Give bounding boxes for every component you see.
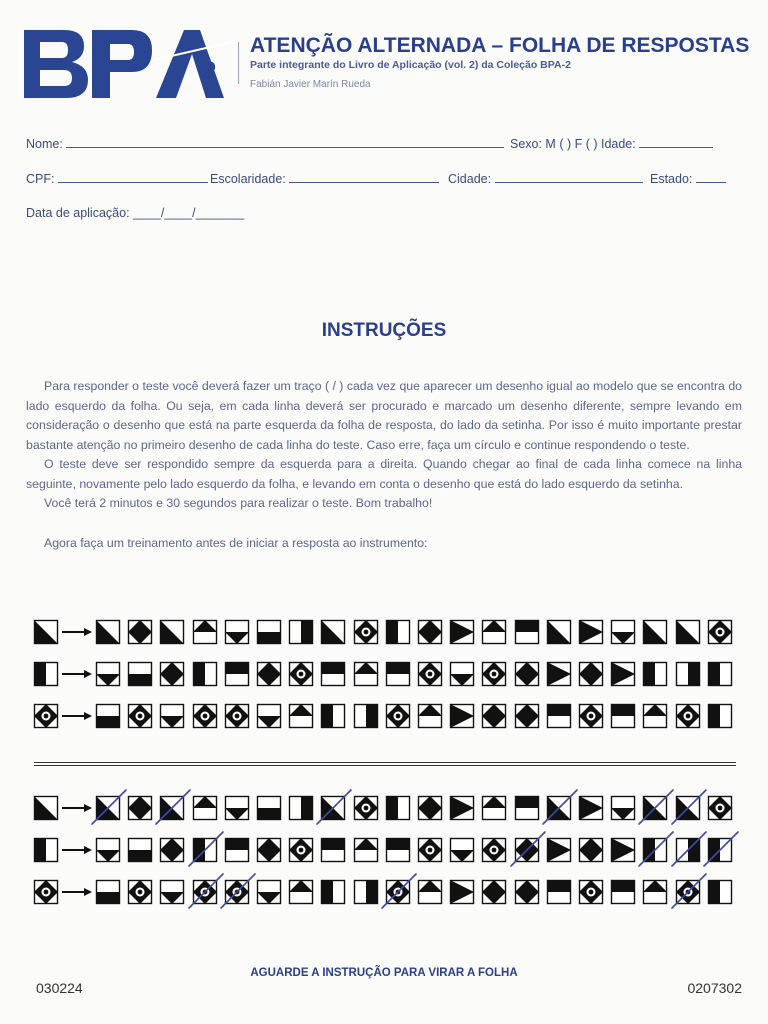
symbol-cell[interactable] <box>643 704 667 728</box>
symbol-cell[interactable] <box>450 620 474 644</box>
symbol-cell[interactable] <box>511 832 545 866</box>
symbol-cell[interactable] <box>128 704 152 728</box>
symbol-cell[interactable] <box>225 797 249 821</box>
symbol-cell[interactable] <box>128 796 152 820</box>
symbol-cell[interactable] <box>128 663 152 687</box>
symbol-cell[interactable] <box>257 662 281 686</box>
symbol-cell[interactable] <box>708 620 732 644</box>
instructions-paragraph-3: Você terá 2 minutos e 30 segundos para realizar o teste. Bom trabalho! <box>44 496 433 510</box>
symbol-cell[interactable] <box>418 704 442 728</box>
cidade-label: Cidade: <box>448 172 492 186</box>
symbol-cell[interactable] <box>515 704 539 728</box>
symbol-cell[interactable] <box>611 880 635 904</box>
symbol-cell[interactable] <box>611 662 635 686</box>
symbol-cell[interactable] <box>92 790 126 824</box>
symbol-cell[interactable] <box>418 880 442 904</box>
symbol-cell[interactable] <box>482 838 506 862</box>
model-symbol <box>34 880 58 904</box>
model-symbol <box>34 796 58 820</box>
symbol-cell[interactable] <box>160 662 184 686</box>
symbol-cell[interactable] <box>289 838 313 862</box>
model-symbol <box>34 662 58 686</box>
symbol-cell[interactable] <box>96 663 120 687</box>
symbol-cell[interactable] <box>547 880 571 904</box>
symbol-cell[interactable] <box>450 796 474 820</box>
symbol-cell[interactable] <box>317 790 351 824</box>
section-separator <box>34 762 736 766</box>
symbol-cell[interactable] <box>189 874 223 908</box>
symbol-cell[interactable] <box>450 663 474 687</box>
training-prompt: Agora faça um treinamento antes de iniciar a resposta ao instrumento: <box>44 536 428 550</box>
symbol-cell[interactable] <box>193 796 217 820</box>
symbol-row <box>34 832 738 866</box>
symbol-cell[interactable] <box>386 662 410 686</box>
page-title: ATENÇÃO ALTERNADA – FOLHA DE RESPOSTAS <box>250 34 750 57</box>
escolaridade-label: Escolaridade: <box>210 172 286 186</box>
symbol-cell[interactable] <box>354 796 378 820</box>
symbol-cell[interactable] <box>639 790 673 824</box>
symbol-cell[interactable] <box>482 662 506 686</box>
symbol-cell[interactable] <box>672 874 706 908</box>
symbol-cell[interactable] <box>547 704 571 728</box>
symbol-cell[interactable] <box>672 832 706 866</box>
symbol-cell[interactable] <box>128 880 152 904</box>
symbol-cell[interactable] <box>515 662 539 686</box>
symbol-row <box>34 704 732 728</box>
symbol-cell[interactable] <box>418 620 442 644</box>
symbol-cell[interactable] <box>321 704 345 728</box>
symbol-cell[interactable] <box>160 838 184 862</box>
symbol-cell[interactable] <box>547 662 571 686</box>
arrow-icon <box>62 712 92 720</box>
symbol-cell[interactable] <box>290 620 314 644</box>
footer-instruction: AGUARDE A INSTRUÇÃO PARA VIRAR A FOLHA <box>250 967 518 979</box>
symbol-cell[interactable] <box>96 881 120 905</box>
symbol-cell[interactable] <box>257 881 281 905</box>
arrow-icon <box>62 846 92 854</box>
symbol-cell[interactable] <box>482 796 506 820</box>
symbol-cell[interactable] <box>354 620 378 644</box>
symbol-cell[interactable] <box>257 705 281 729</box>
cpf-label: CPF: <box>26 172 55 186</box>
symbol-cell[interactable] <box>708 704 732 728</box>
symbol-cell[interactable] <box>482 880 506 904</box>
symbol-row <box>34 662 732 686</box>
symbol-cell[interactable] <box>156 790 190 824</box>
symbol-cell[interactable] <box>543 790 577 824</box>
symbol-cell[interactable] <box>579 838 603 862</box>
symbol-cell[interactable] <box>643 662 667 686</box>
symbol-cell[interactable] <box>321 620 345 644</box>
symbol-cell[interactable] <box>639 832 673 866</box>
symbol-cell[interactable] <box>547 838 571 862</box>
symbol-cell[interactable] <box>708 880 732 904</box>
symbol-cell[interactable] <box>611 704 635 728</box>
symbol-cell[interactable] <box>257 621 281 645</box>
instructions-title: INSTRUÇÕES <box>321 320 447 341</box>
symbol-cell[interactable] <box>515 796 539 820</box>
sexo-idade-label: Sexo: M ( ) F ( ) Idade: <box>510 137 636 151</box>
estado-label: Estado: <box>650 172 693 186</box>
model-symbol <box>34 620 58 644</box>
arrow-icon <box>62 888 92 896</box>
symbol-cell[interactable] <box>547 620 571 644</box>
symbol-cell[interactable] <box>515 620 539 644</box>
nome-label: Nome: <box>26 137 63 151</box>
symbol-cell[interactable] <box>579 662 603 686</box>
symbol-cell[interactable] <box>386 838 410 862</box>
symbol-cell[interactable] <box>355 704 379 728</box>
data-aplicacao-field[interactable]: Data de aplicação: ____/____/_______ <box>26 206 245 220</box>
symbol-cell[interactable] <box>193 704 217 728</box>
model-symbol <box>34 704 58 728</box>
symbol-cell[interactable] <box>321 880 345 904</box>
arrow-icon <box>62 670 92 678</box>
symbol-cell[interactable] <box>450 880 474 904</box>
model-symbol <box>34 838 58 862</box>
symbol-cell[interactable] <box>96 705 120 729</box>
symbol-cell[interactable] <box>386 620 410 644</box>
footer-code-right: 0207302 <box>687 980 742 996</box>
symbol-cell[interactable] <box>354 838 378 862</box>
symbol-cell[interactable] <box>450 704 474 728</box>
symbol-cell[interactable] <box>225 838 249 862</box>
symbol-cell[interactable] <box>289 880 313 904</box>
symbol-cell[interactable] <box>450 839 474 863</box>
symbol-cell[interactable] <box>257 797 281 821</box>
symbol-cell[interactable] <box>677 662 701 686</box>
symbol-cell[interactable] <box>96 839 120 863</box>
page-subtitle: Parte integrante do Livro de Aplicação (vol. 2) da Coleção BPA-2 <box>250 59 571 71</box>
symbol-cell[interactable] <box>257 838 281 862</box>
symbol-cell[interactable] <box>482 704 506 728</box>
symbol-cell[interactable] <box>160 705 184 729</box>
symbol-cell[interactable] <box>225 662 249 686</box>
symbol-cell[interactable] <box>193 662 217 686</box>
symbol-cell[interactable] <box>515 880 539 904</box>
symbol-cell[interactable] <box>96 620 120 644</box>
symbol-cell[interactable] <box>225 621 249 645</box>
symbol-cell[interactable] <box>579 796 603 820</box>
symbol-cell[interactable] <box>225 704 249 728</box>
symbol-row <box>34 790 732 824</box>
symbol-cell[interactable] <box>643 880 667 904</box>
symbol-cell[interactable] <box>676 704 700 728</box>
footer-code-left: 030224 <box>36 980 83 996</box>
symbol-cell[interactable] <box>482 620 506 644</box>
symbol-cell[interactable] <box>672 790 706 824</box>
symbol-cell[interactable] <box>354 662 378 686</box>
symbol-row <box>34 874 732 908</box>
symbol-cell[interactable] <box>611 838 635 862</box>
symbol-cell[interactable] <box>418 662 442 686</box>
symbol-cell[interactable] <box>704 832 738 866</box>
instructions-paragraph-2: O teste deve ser respondido sempre da esquerda para a direita. Quando chegar ao final de cada linha comece na linha seguinte, novamente pelo lado esquerdo da folha, e levando em conta o desenho que está do lado esquerdo da setinha. <box>26 457 742 491</box>
symbol-cell[interactable] <box>708 796 732 820</box>
symbol-cell[interactable] <box>289 704 313 728</box>
symbol-cell[interactable] <box>321 838 345 862</box>
symbol-cell[interactable] <box>418 838 442 862</box>
symbol-cell[interactable] <box>579 620 603 644</box>
symbol-cell[interactable] <box>708 662 732 686</box>
symbol-cell[interactable] <box>579 704 603 728</box>
symbol-cell[interactable] <box>386 796 410 820</box>
symbol-cell[interactable] <box>128 839 152 863</box>
arrow-icon <box>62 804 92 812</box>
symbol-cell[interactable] <box>290 796 314 820</box>
symbol-cell[interactable] <box>189 832 223 866</box>
symbol-cell[interactable] <box>289 662 313 686</box>
symbol-cell[interactable] <box>611 621 635 645</box>
symbol-row <box>34 620 732 644</box>
svg-text:2: 2 <box>200 56 217 89</box>
symbol-cell[interactable] <box>128 620 152 644</box>
symbol-cell[interactable] <box>382 874 416 908</box>
symbol-cell[interactable] <box>643 620 667 644</box>
symbol-cell[interactable] <box>221 874 255 908</box>
symbol-cell[interactable] <box>160 620 184 644</box>
symbol-cell[interactable] <box>160 881 184 905</box>
symbol-cell[interactable] <box>386 704 410 728</box>
arrow-icon <box>62 628 92 636</box>
symbol-cell[interactable] <box>321 662 345 686</box>
symbol-cell[interactable] <box>676 620 700 644</box>
symbol-cell[interactable] <box>611 797 635 821</box>
symbol-cell[interactable] <box>193 620 217 644</box>
author-name: Fabián Javier Marín Rueda <box>250 79 371 90</box>
symbol-cell[interactable] <box>579 880 603 904</box>
instructions-paragraph-1: Para responder o teste você deverá fazer um traço ( / ) cada vez que aparecer um desenho igual ao modelo que se encontra do lado esquerdo da folha. Ou seja, em cada linha deverá ser procurado e marcado um desenho diferente, sempre levando em consideração o desenho que está na parte esquerda da folha de resposta, do lado da setinha. Por isso é muito importante prestar bastante atenção no primeiro desenho de cada linha do teste. Caso erre, faça um círculo e continue respondendo o teste. <box>26 379 742 452</box>
symbol-cell[interactable] <box>355 880 379 904</box>
symbol-cell[interactable] <box>418 796 442 820</box>
